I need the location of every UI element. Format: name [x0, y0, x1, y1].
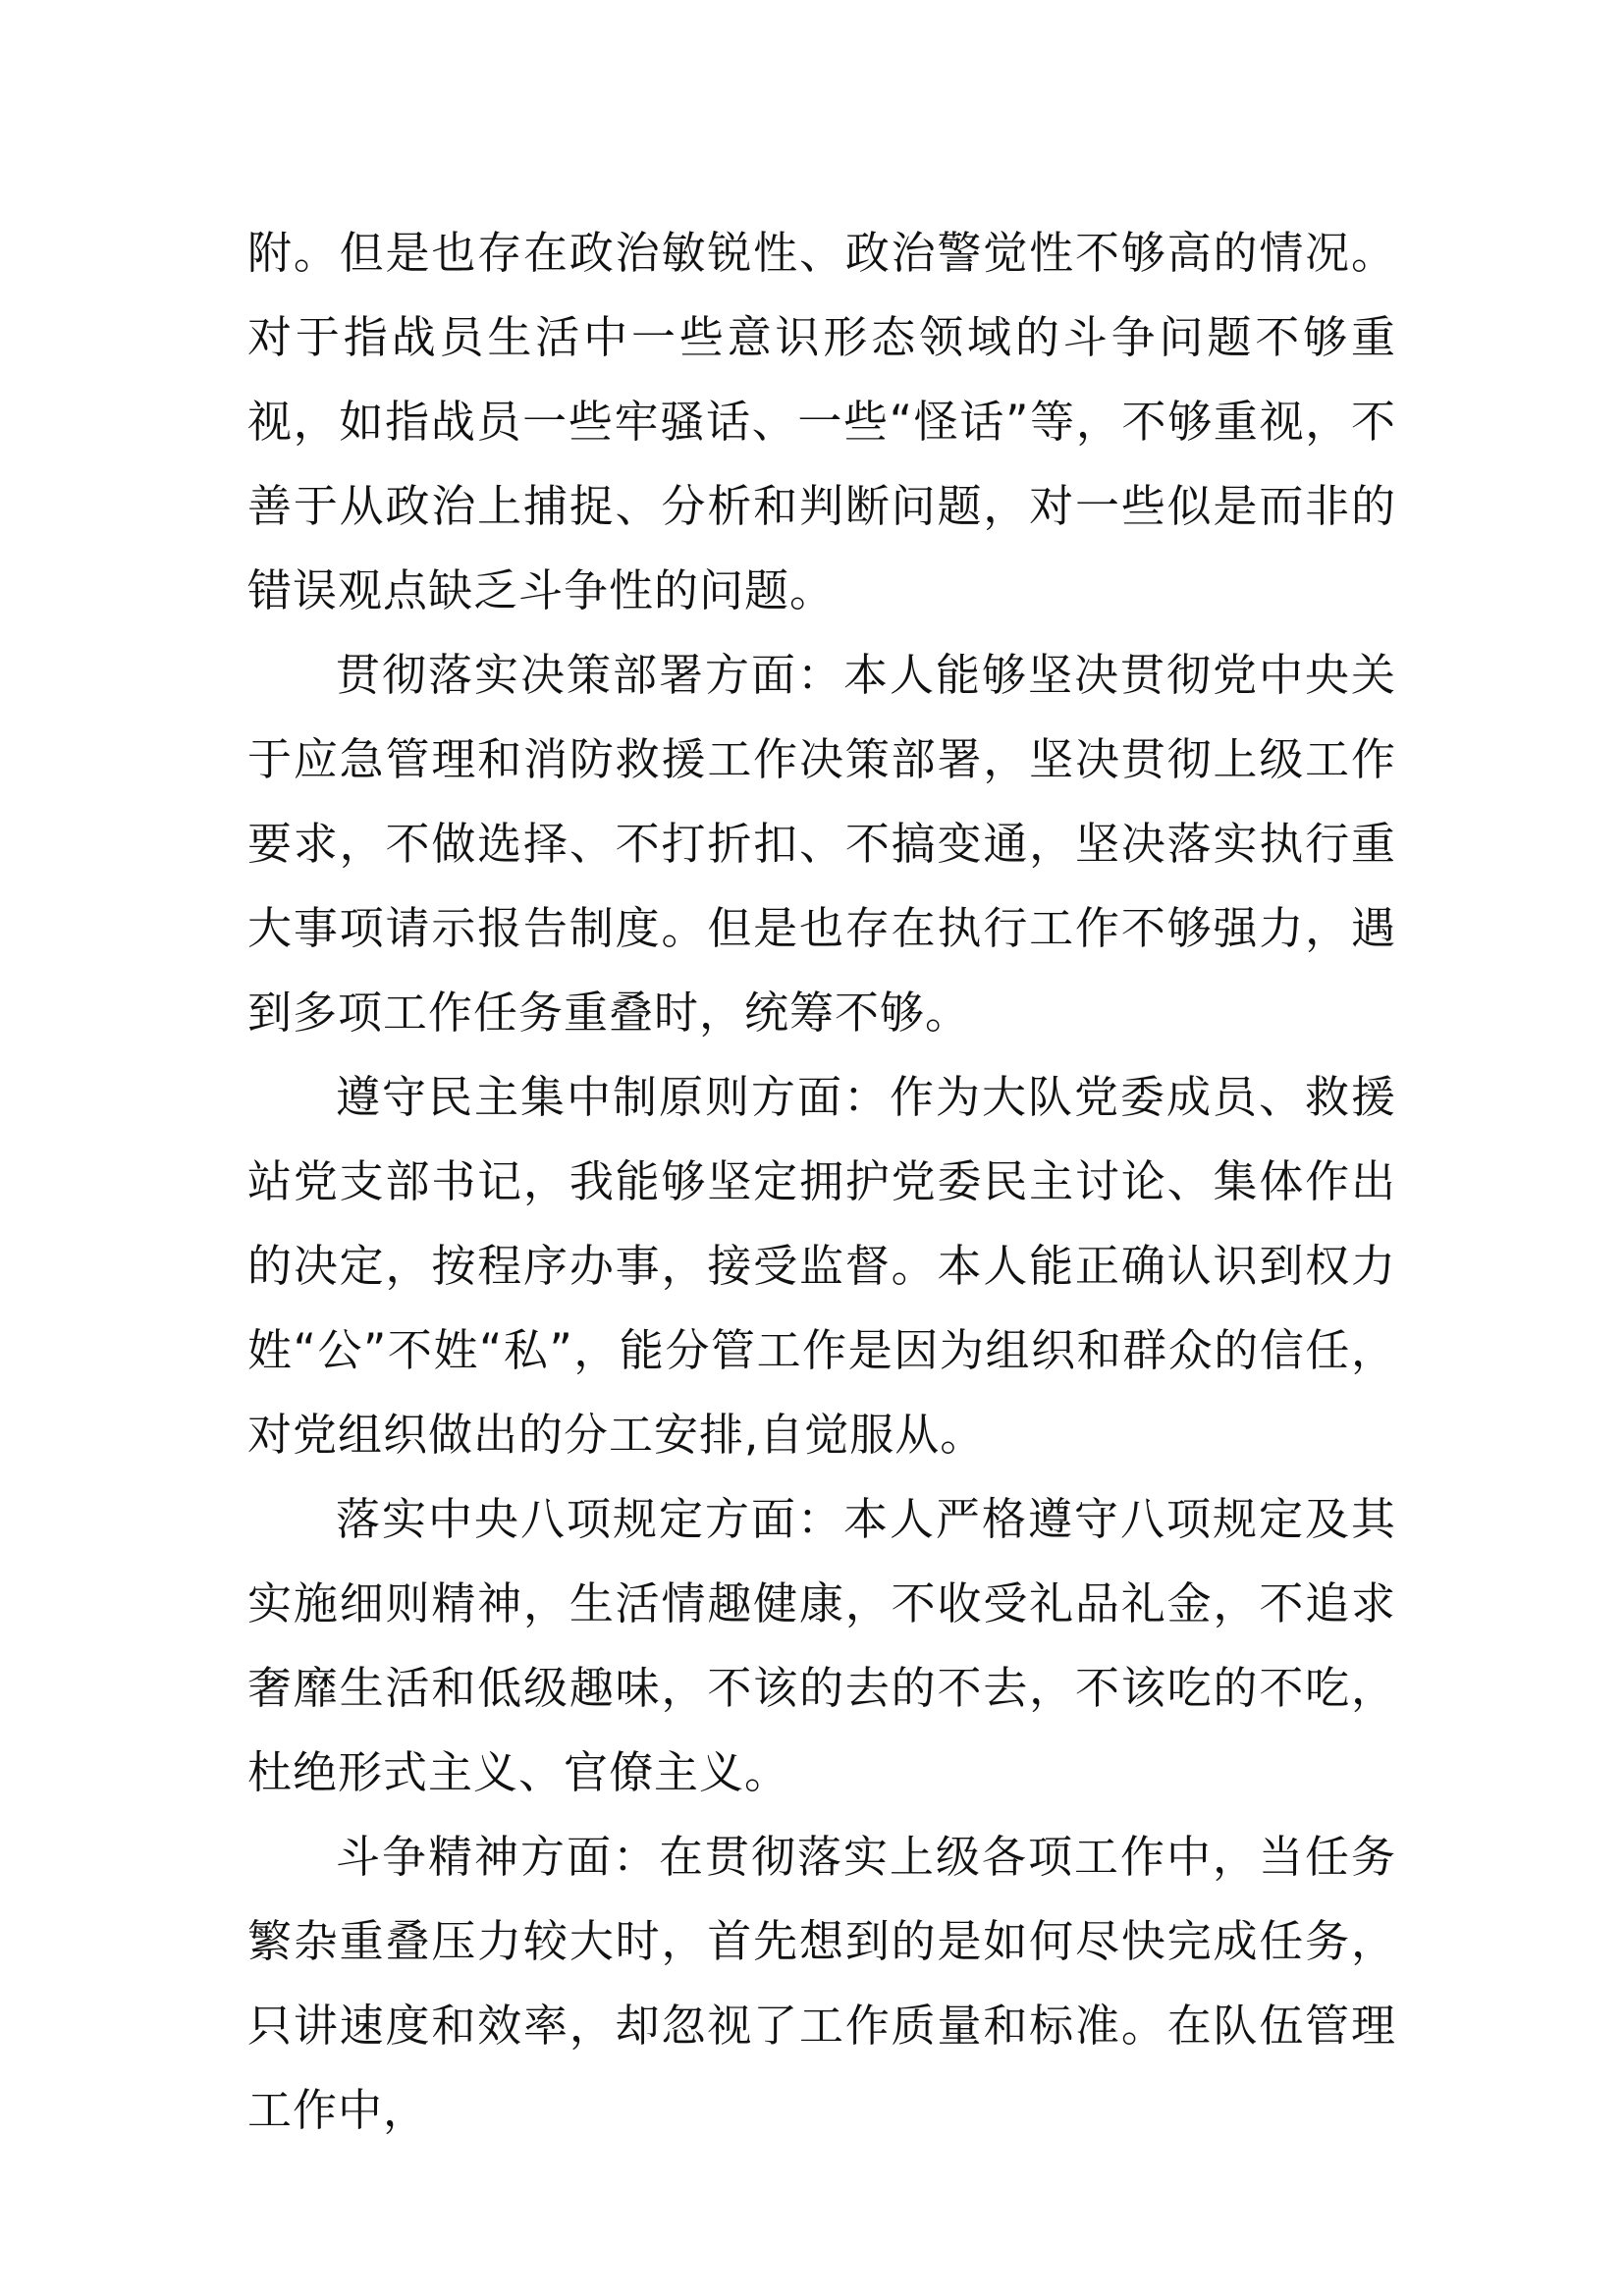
paragraph-democratic-centralism: 遵守民主集中制原则方面：作为大队党委成员、救援站党支部书记，我能够坚定拥护党委民主讨论、集体作出的决定，按程序办事，接受监督。本人能正确认识到权力姓“公”不姓“私”，能分管工作是因为组织和群众的信任，对党组织做出的分工安排,自觉服从。: [247, 1071, 1396, 1461]
paragraph-implementation: 贯彻落实决策部署方面：本人能够坚决贯彻党中央关于应急管理和消防救援工作决策部署，坚决贯彻上级工作要求，不做选择、不打折扣、不搞变通，坚决落实执行重大事项请示报告制度。但是也存在执行工作不够强力，遇到多项工作任务重叠时，统筹不够。: [247, 649, 1396, 1039]
paragraph-political-sensitivity: 附。但是也存在政治敏锐性、政治警觉性不够高的情况。对于指战员生活中一些意识形态领域的斗争问题不够重视，如指战员一些牢骚话、一些“怪话”等，不够重视，不善于从政治上捕捉、分析和判断问题，对一些似是而非的错误观点缺乏斗争性的问题。: [247, 227, 1396, 616]
paragraph-eight-regulations: 落实中央八项规定方面：本人严格遵守八项规定及其实施细则精神，生活情趣健康，不收受礼品礼金，不追求奢靡生活和低级趣味，不该的去的不去，不该吃的不吃，杜绝形式主义、官僚主义。: [247, 1493, 1396, 1798]
document-body: [247, 211, 1396, 2153]
paragraph-fighting-spirit: 斗争精神方面：在贯彻落实上级各项工作中，当任务繁杂重叠压力较大时，首先想到的是如何尽快完成任务，只讲速度和效率，却忽视了工作质量和标准。在队伍管理工作中，: [247, 1831, 1396, 2136]
